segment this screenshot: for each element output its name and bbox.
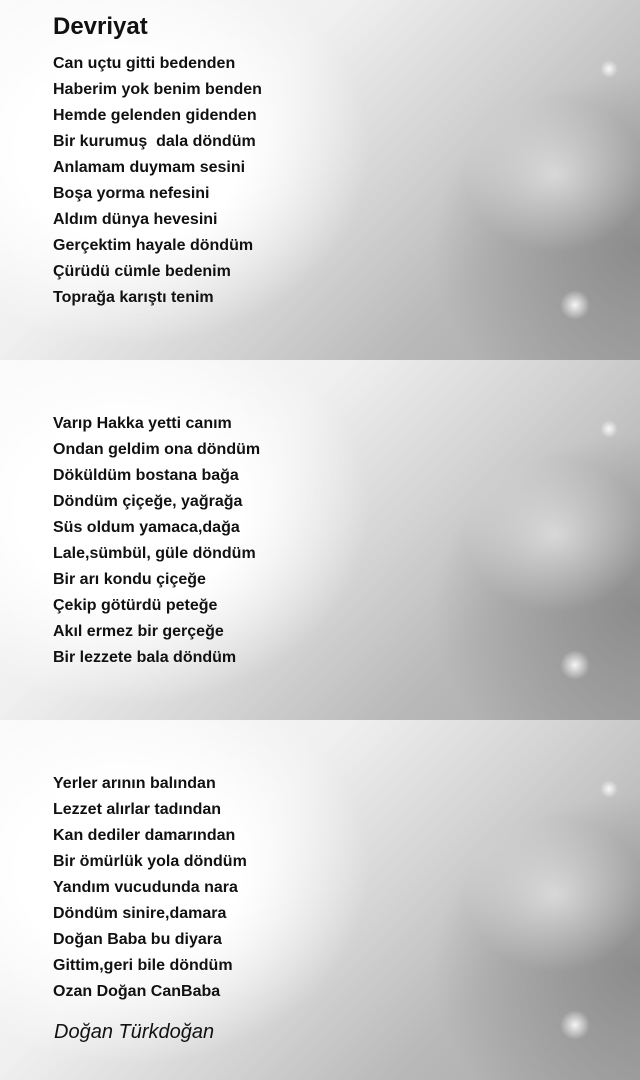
stanza-1 (53, 51, 262, 311)
stanza-2 (53, 411, 260, 671)
sparkle-decoration (560, 1010, 590, 1040)
poem-line: Haberim yok benim benden (53, 81, 262, 98)
sparkle-decoration (600, 420, 618, 438)
poem-line: Yandım vucudunda nara (53, 879, 238, 896)
poem-line: Ondan geldim ona döndüm (53, 441, 261, 458)
poem-line: Boşa yorma nefesini (53, 185, 210, 202)
poem-line: Lezzet alırlar tadından (53, 801, 222, 818)
sparkle-decoration (560, 650, 590, 680)
poem-line: Can uçtu gitti bedenden (53, 55, 236, 72)
poem-author: Doğan Türkdoğan (54, 1021, 215, 1043)
sparkle-decoration (600, 60, 618, 78)
poem-panel-2 (0, 360, 640, 720)
poem-line: Varıp Hakka yetti canım (53, 415, 232, 432)
poem-line: Çekip götürdü peteğe (53, 597, 218, 614)
poem-line: Hemde gelenden gidenden (53, 107, 257, 124)
poem-line: Ozan Doğan CanBaba (53, 983, 221, 1000)
poem-line: Gittim,geri bile döndüm (53, 957, 233, 974)
stanza-3 (53, 771, 247, 1005)
poem-line: Akıl ermez bir gerçeğe (53, 623, 224, 640)
sparkle-decoration (600, 780, 618, 798)
sparkle-decoration (560, 290, 590, 320)
poem-line: Bir arı kondu çiçeğe (53, 571, 206, 588)
poem-line: Süs oldum yamaca,dağa (53, 519, 240, 536)
poem-panel-1 (0, 0, 640, 360)
poem-line: Kan dediler damarından (53, 827, 236, 844)
poem-line: Bir ömürlük yola döndüm (53, 853, 247, 870)
poem-line: Döndüm sinire,damara (53, 905, 227, 922)
poem-line: Bir lezzete bala döndüm (53, 649, 237, 666)
poem-line: Yerler arının balından (53, 775, 216, 792)
poem-line: Döküldüm bostana bağa (53, 467, 239, 484)
poem-line: Döndüm çiçeğe, yağrağa (53, 493, 243, 510)
poem-line: Anlamam duymam sesini (53, 159, 246, 176)
poem-line: Bir kurumuş dala döndüm (53, 133, 256, 150)
poem-line: Lale,sümbül, güle döndüm (53, 545, 256, 562)
poem-line: Doğan Baba bu diyara (53, 931, 222, 948)
poem-line: Gerçektim hayale döndüm (53, 237, 254, 254)
poem-line: Çürüdü cümle bedenim (53, 263, 231, 280)
poem-line: Aldım dünya hevesini (53, 211, 218, 228)
poem-title: Devriyat (53, 13, 148, 40)
poem-panel-3 (0, 720, 640, 1080)
poem-line: Toprağa karıştı tenim (53, 289, 214, 306)
